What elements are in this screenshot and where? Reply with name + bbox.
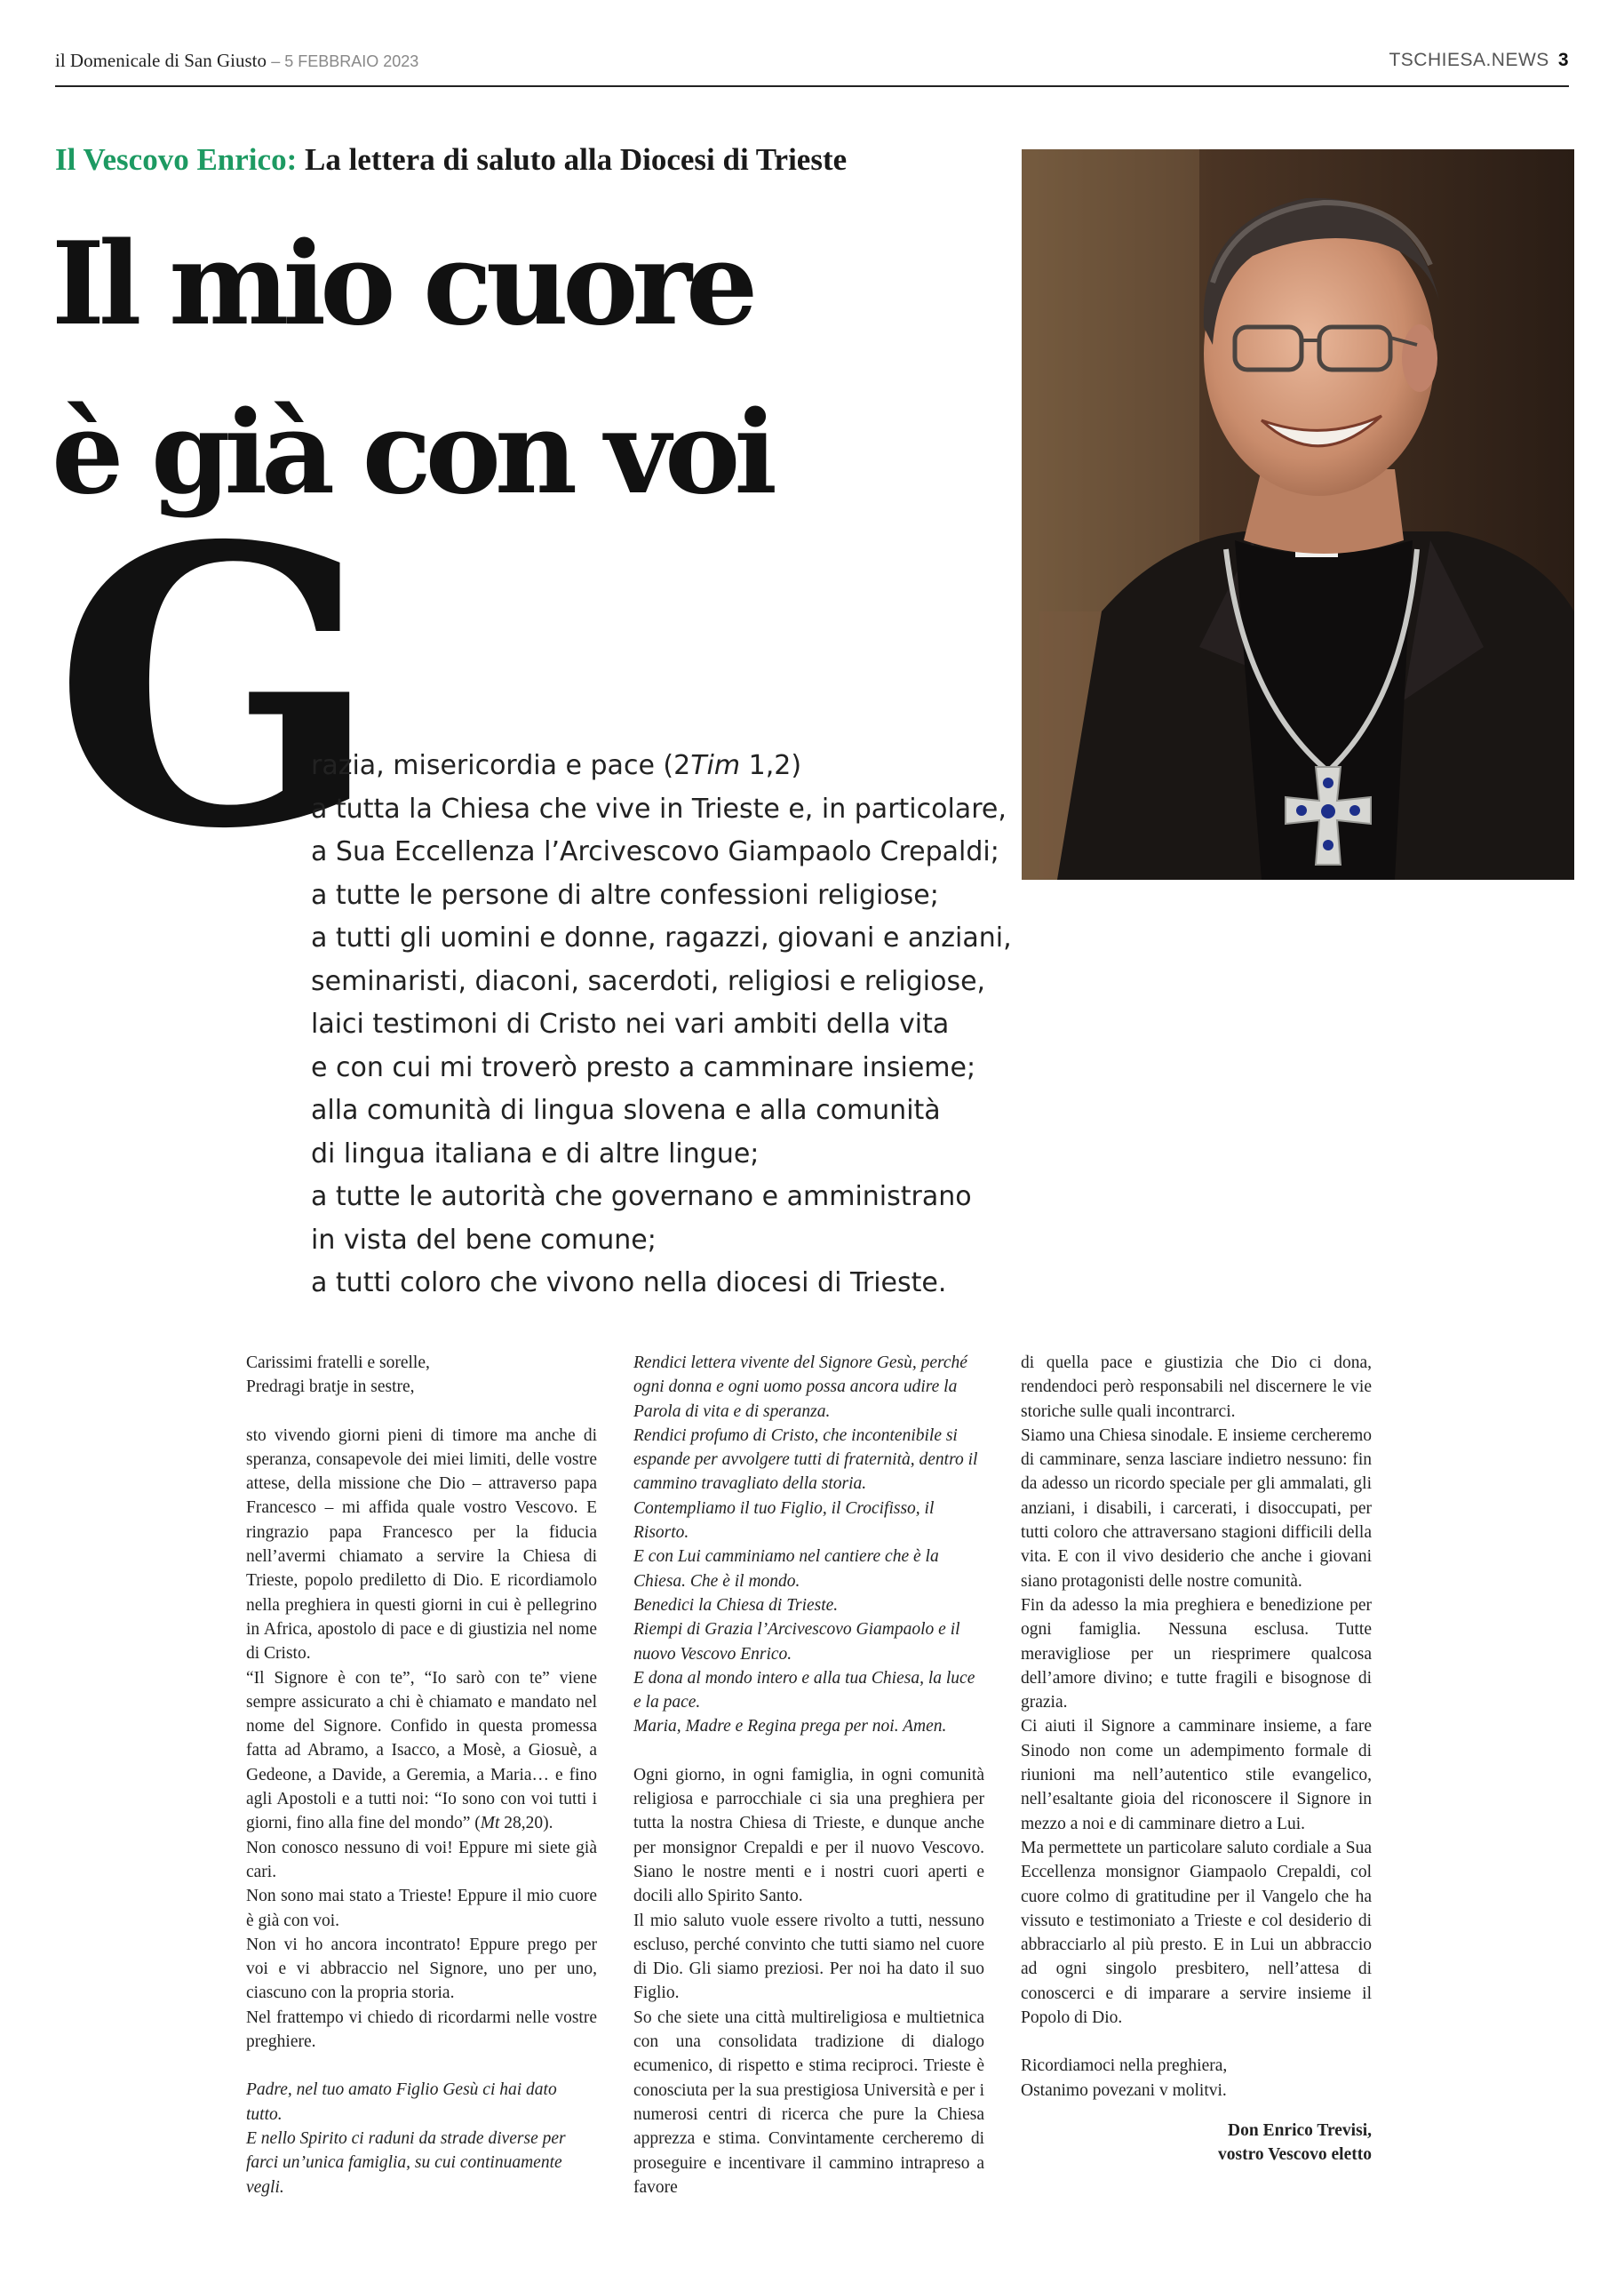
greeting-block	[311, 745, 1012, 1305]
greeting-line: a tutti gli uomini e donne, ragazzi, giovani e anziani,	[311, 922, 1012, 954]
paragraph-gap	[246, 2054, 597, 2078]
body-paragraph: Non sono mai stato a Trieste! Eppure il mio cuore è già con voi.	[246, 1887, 597, 1930]
publication-name: il Domenicale di San Giusto	[55, 50, 267, 71]
prayer-line: E nello Spirito ci raduni da strade diverse per farci un’unica famiglia, su cui continuamente vegli.	[246, 2128, 566, 2197]
prayer-line: Rendici lettera vivente del Signore Gesù, perché ogni donna e ogni uomo possa ancora udire la Parola di vita e di speranza.	[633, 1353, 967, 1421]
page-header	[55, 50, 1569, 87]
header-publication	[55, 50, 418, 72]
p2-text-end: 28,20).	[499, 1814, 553, 1833]
greeting-line: a tutte le autorità che governano e amministrano	[311, 1181, 972, 1212]
body-paragraph: Fin da adesso la mia preghiera e benedizione per ogni famiglia. Nessuna esclusa. Tutte meravigliose per un riesprimere qualcosa dell’amore divino; e tutte fragili e bisognose di grazia.	[1021, 1595, 1372, 1712]
prayer-line: E con Lui camminiamo nel cantiere che è la Chiesa. Che è il mondo.	[633, 1547, 939, 1591]
greeting-first-post: 1,2)	[740, 750, 802, 781]
issue-date: – 5 FEBBRAIO 2023	[271, 52, 419, 70]
signature-name: Don Enrico Trevisi,	[1228, 2120, 1372, 2140]
body-paragraph: sto vivendo giorni pieni di timore ma anche di speranza, consapevole dei miei limiti, delle vostre attese, della missione che Dio – attraverso papa Francesco – mi affida quale vostro Vescovo. E ringrazio papa Francesco per la fiducia nell’avermi chiamato a servire la Chiesa di Trieste, popolo prediletto di Dio. E ricordiamolo nella preghiera in questi giorni in cui è pellegrino in Africa, apostolo di pace e di giustizia nel nome di Cristo.	[246, 1425, 597, 1664]
greeting-line: e con cui mi troverò presto a camminare insieme;	[311, 1051, 976, 1083]
greeting-line: a tutta la Chiesa che vive in Trieste e, in particolare,	[311, 793, 1007, 825]
kicker-accent: Il Vescovo Enrico:	[55, 142, 298, 177]
body-column-3	[1021, 1351, 1372, 2167]
signature-block	[1021, 2119, 1372, 2167]
prayer-line: E dona al mondo intero e alla tua Chiesa, la luce e la pace.	[633, 1668, 975, 1712]
greeting-first-ital: Tim	[690, 750, 741, 781]
body-paragraph: Non conosco nessuno di voi! Eppure mi siete già cari.	[246, 1838, 597, 1881]
body-paragraph: Non vi ho ancora incontrato! Eppure prego per voi e vi abbraccio nel Signore, uno per uno, ciascuno con la propria storia.	[246, 1935, 597, 2003]
greeting-line: in vista del bene comune;	[311, 1224, 657, 1256]
body-paragraph: Ci aiuti il Signore a camminare insieme, a fare Sinodo non come un adempimento formale di riunioni ma nell’autentico stile evangelico, nell’esaltante gioia del riconoscere il Signore in mezzo a noi e di camminare dietro a Lui.	[1021, 1717, 1372, 1833]
body-paragraph	[246, 1666, 597, 1836]
greeting-line: a Sua Eccellenza l’Arcivescovo Giampaolo Crepaldi;	[311, 836, 999, 867]
paragraph-gap	[246, 1400, 597, 1424]
drop-cap: G	[53, 464, 371, 913]
body-paragraph: di quella pace e giustizia che Dio ci dona, rendendoci però responsabili nel discernere le vie storiche sulle quali incontrarci.	[1021, 1353, 1372, 1421]
greeting-line: seminaristi, diaconi, sacerdoti, religiosi e religiose,	[311, 965, 986, 997]
salutation-italian: Carissimi fratelli e sorelle,	[246, 1353, 430, 1372]
body-paragraph: Siamo una Chiesa sinodale. E insieme cercheremo di camminare, senza lasciare indietro nessuno: fin da adesso un ricordo speciale per gli ammalati, gli anziani, i disabili, i carcerati, i disoccupati, per tutti coloro che attraversano stagioni difficili della vita. E con il vivo desiderio che anche i giovani siano protagonisti delle nostre comunità.	[1021, 1425, 1372, 1591]
body-column-1	[246, 1351, 597, 2199]
closing-slovenian: Ostanimo povezani v molitvi.	[1021, 2080, 1227, 2100]
greeting-line: laici testimoni di Cristo nei vari ambiti della vita	[311, 1009, 950, 1040]
greeting-first-pre: razia, misericordia e pace (2	[311, 750, 691, 781]
body-column-2	[633, 1351, 984, 2199]
body-paragraph: Il mio saluto vuole essere rivolto a tutti, nessuno escluso, perché convinto che tutti siamo nel cuore di Dio. Gli siamo preziosi. Per noi ha dato il suo Figlio.	[633, 1911, 984, 2003]
article-kicker	[55, 142, 847, 178]
signature-title: vostro Vescovo eletto	[1218, 2145, 1372, 2165]
body-paragraph: Nel frattempo vi chiedo di ricordarmi nelle vostre preghiere.	[246, 2008, 597, 2052]
header-site	[1389, 50, 1569, 71]
greeting-line: alla comunità di lingua slovena e alla comunità	[311, 1095, 941, 1126]
greeting-line: a tutti coloro che vivono nella diocesi di Trieste.	[311, 1267, 947, 1298]
closing-italian: Ricordiamoci nella preghiera,	[1021, 2056, 1228, 2076]
prayer-line: Riempi di Grazia l’Arcivescovo Giampaolo e il nuovo Vescovo Enrico.	[633, 1620, 960, 1664]
portrait-illustration	[1022, 149, 1574, 880]
paragraph-gap	[633, 1739, 984, 1763]
prayer-line: Contempliamo il tuo Figlio, il Crocifisso, il Risorto.	[633, 1498, 935, 1543]
body-paragraph: Ogni giorno, in ogni famiglia, in ogni comunità religiosa e parrocchiale ci sia una preghiera per tutta la nostra Chiesa di Trieste, e dunque anche per monsignor Crepaldi e per il nuovo Vescovo. Siano le nostre menti e i nostri cuori aperti e docili allo Spirito Santo.	[633, 1765, 984, 1906]
site-name: TSCHIESA.NEWS	[1389, 50, 1549, 70]
prayer-line: Benedici la Chiesa di Trieste.	[633, 1595, 839, 1615]
headline-line-1: Il mio cuore	[52, 218, 752, 351]
paragraph-gap	[1021, 2030, 1372, 2054]
kicker-rest: La lettera di saluto alla Diocesi di Trieste	[297, 142, 848, 177]
prayer-line: Padre, nel tuo amato Figlio Gesù ci hai dato tutto.	[246, 2080, 557, 2124]
body-paragraph: Ma permettete un particolare saluto cordiale a Sua Eccellenza monsignor Giampaolo Crepaldi, col cuore colmo di gratitudine per il Vangelo che ha vissuto e testimoniato a Trieste e col desiderio di abbracciarlo al più presto. E in Lui un abbraccio ad ogni singolo presbitero, nell’attesa di conoscerci e di imparare a servire insieme il Popolo di Dio.	[1021, 1838, 1372, 2028]
body-paragraph: So che siete una città multireligiosa e multietnica con una consolidata tradizione di dialogo ecumenico, di rispetto e stima reciproci. Trieste è conosciuta per la sua prestigiosa Università e per i numerosi centri di ricerca che pure la Chiesa apprezza e stima. Convintamente cercheremo di proseguire e incentivare il cammino intrapreso a favore	[633, 2008, 984, 2197]
greeting-line: di lingua italiana e di altre lingue;	[311, 1138, 760, 1169]
page-number: 3	[1557, 50, 1569, 70]
prayer-line: Maria, Madre e Regina prega per noi. Amen.	[633, 1717, 947, 1736]
headline-line-2: è già con voi	[52, 387, 771, 520]
p2-citation: Mt	[480, 1814, 500, 1833]
prayer-line: Rendici profumo di Cristo, che incontenibile si espande per avvolgere tutti di fraternità, dentro il cammino travagliato della storia.	[633, 1425, 978, 1494]
bishop-portrait-photo	[1022, 149, 1574, 880]
greeting-first-line	[311, 745, 1004, 788]
salutation-slovenian: Predragi bratje in sestre,	[246, 1377, 415, 1397]
p2-text: “Il Signore è con te”, “Io sarò con te” viene sempre assicurato a chi è chiamato e mandato nel nome del Signore. Confido in questa promessa fatta ad Abramo, a Isacco, a Mosè, a Giosuè, a Gedeone, a Davide, a Geremia, a Maria… e fino agli Apostoli e a tutti noi: “Io sono con voi tutti i giorni, fino alla fine del mondo” (	[246, 1668, 597, 1833]
greeting-line: a tutte le persone di altre confessioni religiose;	[311, 879, 939, 911]
